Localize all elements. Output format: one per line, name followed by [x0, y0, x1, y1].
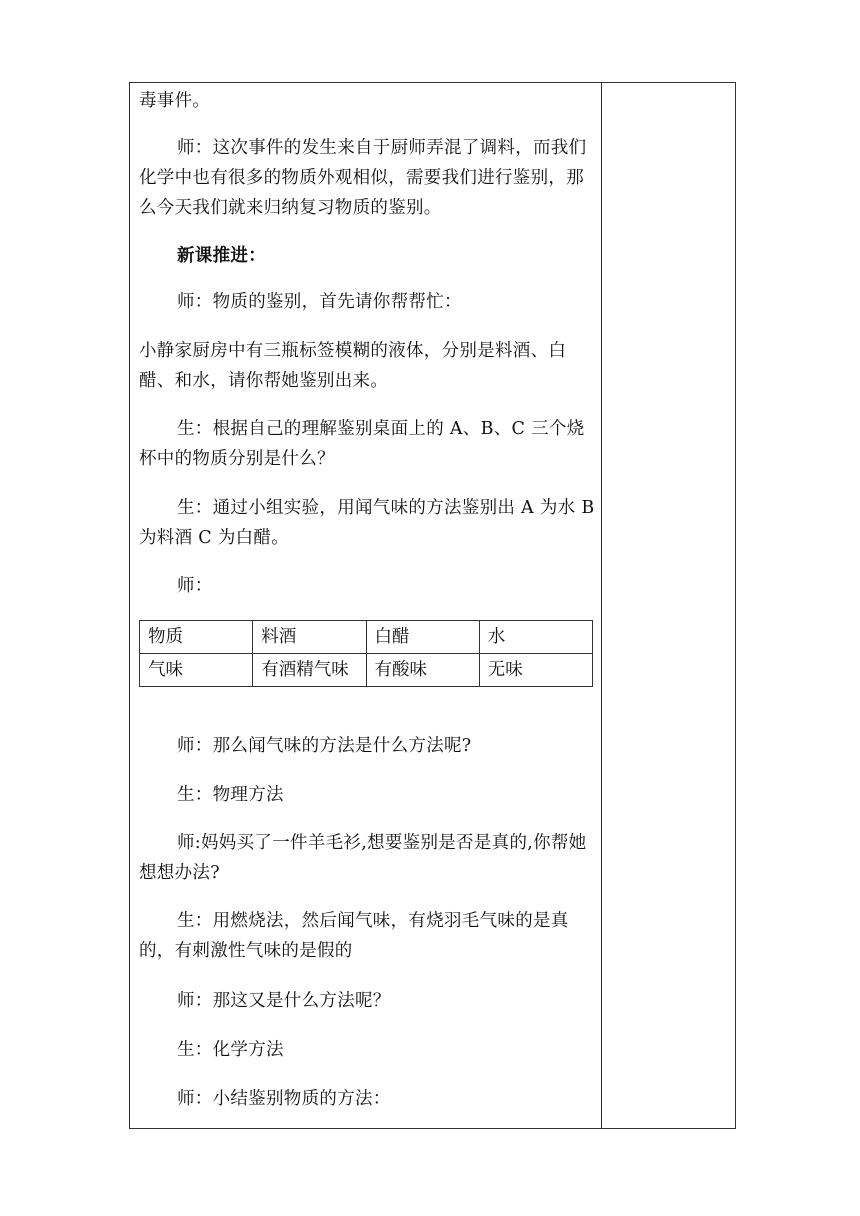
table-row: [140, 654, 593, 687]
paragraph-2: 师：这次事件的发生来自于厨师弄混了调料，而我们化学中也有很多的物质外观相似，需要我们进行鉴别，那么今天我们就来归纳复习物质的鉴别。: [139, 138, 587, 218]
paragraph-1: 毒事件。: [139, 91, 211, 111]
table-cell: 白醋: [366, 621, 479, 654]
column-divider: [601, 82, 602, 1129]
paragraph-4: 师：物质的鉴别，首先请你帮帮忙：: [177, 292, 462, 312]
paragraph-5: 小静家厨房中有三瓶标签模糊的液体，分别是料酒、白醋、和水，请你帮她鉴别出来。: [139, 341, 567, 391]
paragraph-8: 师：: [177, 576, 213, 596]
paragraph-12: 生：用燃烧法，然后闻气味，有烧羽毛气味的是真的，有刺激性气味的是假的: [139, 911, 569, 961]
paragraph-14: 生：化学方法: [177, 1040, 284, 1060]
paragraph-9: 师：那么闻气味的方法是什么方法呢?: [177, 736, 472, 756]
table-cell: 物质: [140, 621, 253, 654]
paragraph-7: 生：通过小组实验，用闻气味的方法鉴别出 A 为水 B 为料酒 C 为白醋。: [139, 498, 595, 548]
table-cell: 料酒: [253, 621, 366, 654]
table-row: [140, 621, 593, 654]
paragraph-11: 师:妈妈买了一件羊毛衫,想要鉴别是否是真的,你帮她想想办法?: [139, 833, 587, 883]
section-heading: 新课推进：: [177, 246, 266, 266]
paragraph-6: 生：根据自己的理解鉴别桌面上的 A、B、C 三个烧杯中的物质分别是什么？: [139, 419, 585, 469]
paragraph-13: 师：那这又是什么方法呢？: [177, 991, 391, 1011]
lesson-table-frame: [129, 82, 736, 1129]
table-cell: 有酒精气味: [253, 654, 366, 687]
table-cell: 水: [479, 621, 592, 654]
paragraph-15: 师：小结鉴别物质的方法：: [177, 1089, 391, 1109]
table-cell: 气味: [140, 654, 253, 687]
odor-comparison-table: [139, 620, 593, 687]
table-cell: 有酸味: [366, 654, 479, 687]
table-cell: 无味: [479, 654, 592, 687]
paragraph-10: 生：物理方法: [177, 785, 284, 805]
